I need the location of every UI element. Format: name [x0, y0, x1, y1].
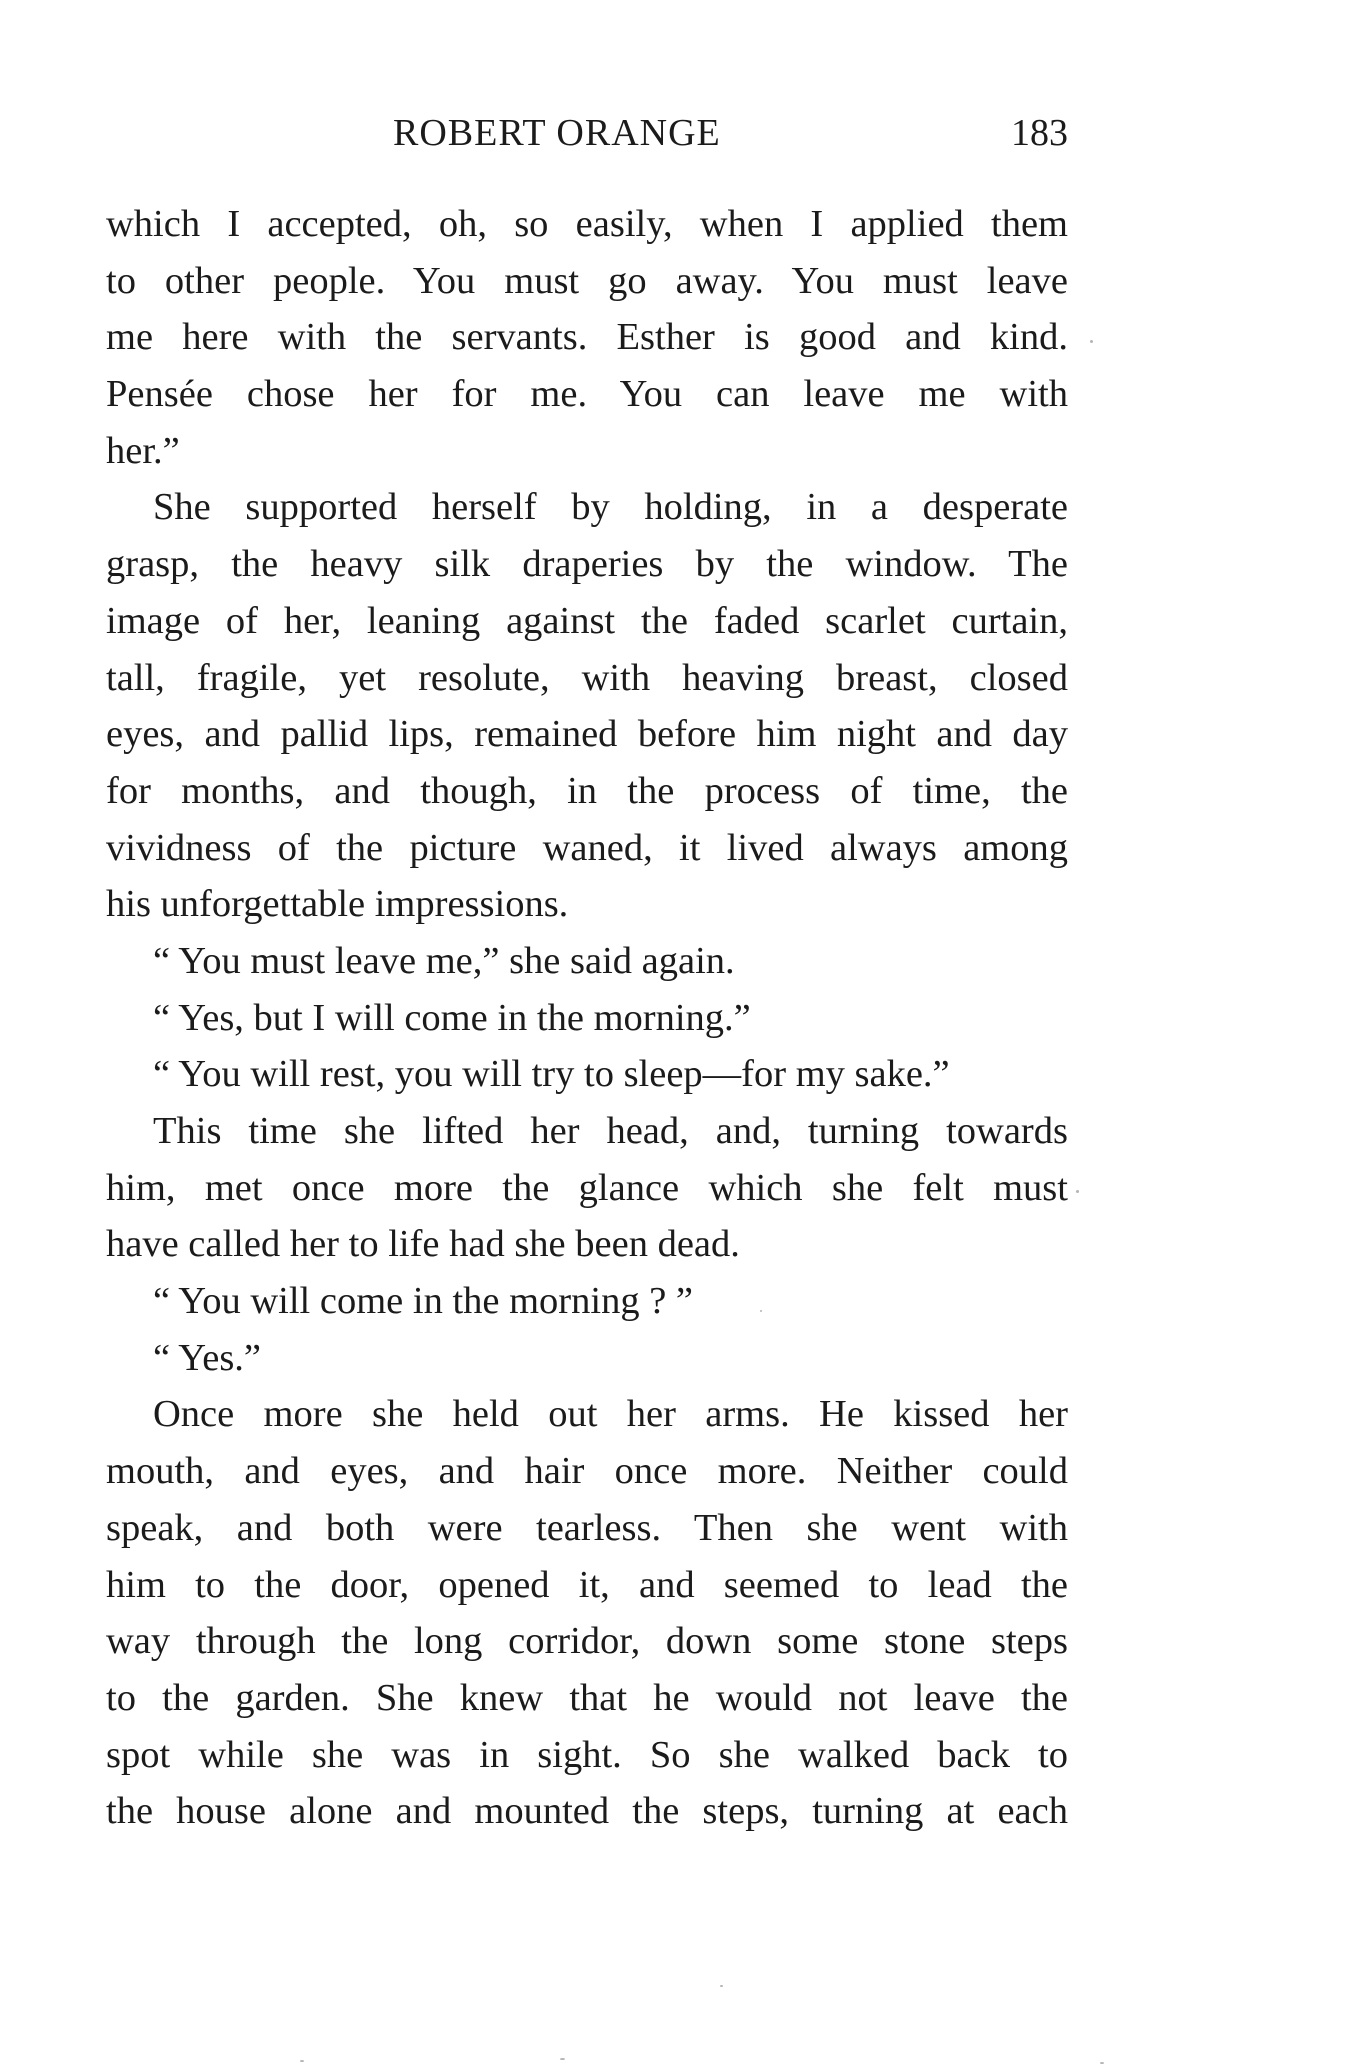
text-line: vividness of the picture waned, it lived always among — [106, 826, 1068, 869]
paper-speck — [560, 2058, 565, 2060]
running-title: ROBERT ORANGE — [393, 112, 721, 154]
text-line: eyes, and pallid lips, remained before him night and day — [106, 713, 1068, 756]
paper-speck — [760, 1310, 762, 1312]
text-line: to the garden. She knew that he would not leave the — [106, 1676, 1068, 1719]
text-line: for months, and though, in the process of time, the — [106, 769, 1068, 812]
text-line: She supported herself by holding, in a desperate — [153, 486, 1068, 529]
text-line: way through the long corridor, down some stone steps — [106, 1620, 1068, 1663]
text-line: his unforgettable impressions. — [106, 883, 569, 926]
text-line: mouth, and eyes, and hair once more. Neither could — [106, 1450, 1068, 1493]
page-header — [106, 108, 1068, 168]
paper-speck — [300, 2060, 304, 2062]
paper-speck — [1090, 340, 1093, 343]
text-line: which I accepted, oh, so easily, when I applied them — [106, 203, 1068, 245]
text-line: me here with the servants. Esther is good and kind. — [106, 316, 1068, 359]
text-line: him, met once more the glance which she felt must — [106, 1166, 1068, 1209]
dialogue-line: “ Yes.” — [153, 1336, 262, 1379]
paper-speck — [720, 1985, 723, 1987]
text-line: spot while she was in sight. So she walked back to — [106, 1733, 1068, 1776]
text-line: him to the door, opened it, and seemed to lead the — [106, 1563, 1068, 1606]
text-line: her.” — [106, 429, 180, 472]
page-number: 183 — [1011, 112, 1068, 154]
text-line: speak, and both were tearless. Then she went with — [106, 1506, 1068, 1549]
paper-speck — [1076, 1190, 1079, 1193]
text-line: image of her, leaning against the faded scarlet curtain, — [106, 599, 1068, 642]
text-line: This time she lifted her head, and, turning towards — [153, 1110, 1068, 1152]
dialogue-line: “ You must leave me,” she said again. — [153, 939, 735, 982]
body-text — [106, 196, 1068, 1840]
dialogue-line: “ Yes, but I will come in the morning.” — [153, 996, 751, 1039]
text-line: Pensée chose her for me. You can leave me with — [106, 373, 1068, 416]
text-line: the house alone and mounted the steps, turning at each — [106, 1790, 1068, 1833]
dialogue-line: “ You will rest, you will try to sleep—for my sake.” — [153, 1053, 950, 1096]
text-line: Once more she held out her arms. He kissed her — [153, 1393, 1068, 1436]
text-line: have called her to life had she been dead. — [106, 1223, 740, 1266]
text-line: grasp, the heavy silk draperies by the window. The — [106, 543, 1068, 586]
dialogue-line: “ You will come in the morning ? ” — [153, 1280, 693, 1323]
paper-speck — [1100, 2062, 1104, 2064]
text-line: to other people. You must go away. You must leave — [106, 259, 1068, 302]
text-line: tall, fragile, yet resolute, with heaving breast, closed — [106, 656, 1068, 699]
